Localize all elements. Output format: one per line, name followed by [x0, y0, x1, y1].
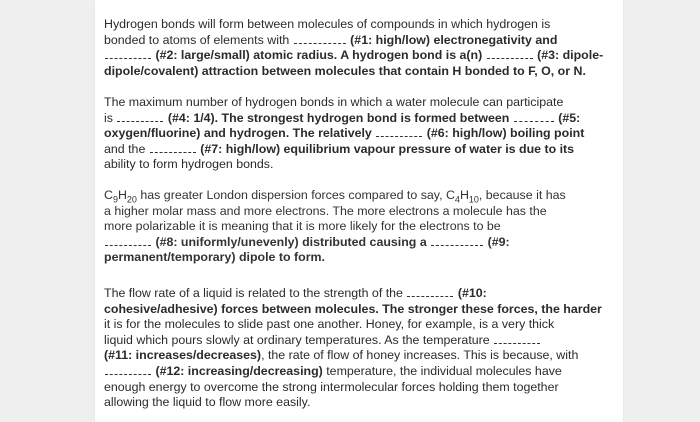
- question-9-label: (#9:: [484, 234, 510, 249]
- fill-blank-1[interactable]: [294, 33, 346, 44]
- subscript: 10: [468, 194, 479, 204]
- subscript: 20: [126, 194, 137, 204]
- text-segment: The flow rate of a liquid is related to the strength of the: [104, 286, 407, 300]
- text-segment: dipole/covalent) attraction between molecules that contain H bonded to F, O, or N.: [104, 63, 586, 78]
- fill-blank-3[interactable]: [487, 48, 533, 59]
- question-2-label: (#2: large/small) atomic radius. A hydrogen bond is a(n): [152, 48, 486, 63]
- text-segment: permanent/temporary) dipole to form.: [104, 250, 325, 265]
- text-segment: bonded to atoms of elements with: [104, 32, 293, 47]
- text-segment: oxygen/fluorine) and hydrogen. The relatively: [104, 126, 376, 141]
- text-line: allowing the liquid to flow more easily.: [104, 395, 311, 410]
- fill-blank-8[interactable]: [105, 235, 151, 246]
- text-line: The maximum number of hydrogen bonds in which a water molecule can participate: [104, 95, 564, 109]
- paragraph-london-dispersion: [104, 188, 624, 266]
- question-3-label: (#3: dipole-: [533, 48, 604, 63]
- formula-h: H: [459, 188, 469, 202]
- question-10-label: (#10:: [454, 286, 487, 300]
- text-segment: temperature, the individual molecules have: [322, 363, 562, 378]
- text-line: [104, 142, 624, 158]
- question-6-label: (#6: high/low) boiling point: [423, 126, 585, 141]
- text-line: [104, 126, 624, 142]
- text-line: [104, 250, 624, 266]
- question-8-label: (#8: uniformly/unevenly) distributed causing a: [152, 234, 431, 249]
- fill-blank-7[interactable]: [150, 142, 196, 153]
- paragraph-hydrogen-bonds: [104, 17, 624, 79]
- text-line: [104, 286, 624, 302]
- subscript: 4: [454, 194, 460, 204]
- fill-blank-9[interactable]: [431, 235, 483, 246]
- text-segment: is: [104, 110, 117, 125]
- formula-c: C: [104, 188, 113, 202]
- text-line: [104, 348, 624, 364]
- text-line: [104, 235, 624, 251]
- text-line: [104, 302, 624, 318]
- question-11-label: (#11: increases/decreases): [104, 348, 262, 363]
- subscript: 9: [112, 194, 118, 204]
- text-line: [104, 333, 624, 349]
- question-4-label: (#4: 1/4). The strongest hydrogen bond is formed between: [164, 110, 513, 125]
- text-line: ability to form hydrogen bonds.: [104, 157, 274, 172]
- question-7-label: (#7: high/low) equilibrium vapour pressure of water is due to its: [196, 141, 575, 156]
- text-segment: cohesive/adhesive) forces between molecules. The stronger these forces, the harder: [104, 301, 602, 316]
- fill-blank-10[interactable]: [407, 286, 453, 297]
- text-line: [104, 48, 624, 64]
- fill-blank-12[interactable]: [105, 364, 151, 375]
- fill-blank-4[interactable]: [117, 111, 163, 122]
- fill-blank-11[interactable]: [494, 333, 540, 344]
- text-line: Hydrogen bonds will form between molecules of compounds in which hydrogen is: [104, 17, 551, 31]
- fill-blank-6[interactable]: [376, 126, 422, 137]
- text-segment: has greater London dispersion forces compared to say, C: [136, 188, 455, 202]
- text-line: [104, 364, 624, 380]
- formula-h: H: [117, 188, 127, 202]
- fill-blank-5[interactable]: [514, 111, 554, 122]
- text-line: more polarizable it is meaning that it is more likely for the electrons to be: [104, 219, 501, 234]
- text-line: [104, 188, 624, 204]
- text-line: [104, 33, 624, 49]
- text-line: enough energy to overcome the strong intermolecular forces holding them together: [104, 379, 559, 394]
- text-segment: , the rate of flow of honey increases. This is because, with: [261, 348, 579, 363]
- question-12-label: (#12: increasing/decreasing): [152, 363, 323, 378]
- paragraph-flow-rate: [104, 286, 624, 411]
- question-5-label: (#5:: [554, 110, 581, 125]
- question-1-label: (#1: high/low) electronegativity and: [346, 32, 558, 47]
- fill-blank-2[interactable]: [105, 48, 151, 59]
- text-line: [104, 64, 624, 80]
- text-line: it is for the molecules to slide past one another. Honey, for example, is a very thick: [104, 317, 555, 332]
- paragraph-water-hbonds: [104, 95, 624, 173]
- text-segment: liquid which pours slowly at ordinary temperatures. As the temperature: [104, 332, 494, 347]
- text-line: a higher molar mass and more electrons. The more electrons a molecule has the: [104, 203, 547, 218]
- text-segment: , because it has: [478, 188, 566, 202]
- text-line: [104, 111, 624, 127]
- text-segment: and the: [104, 141, 149, 156]
